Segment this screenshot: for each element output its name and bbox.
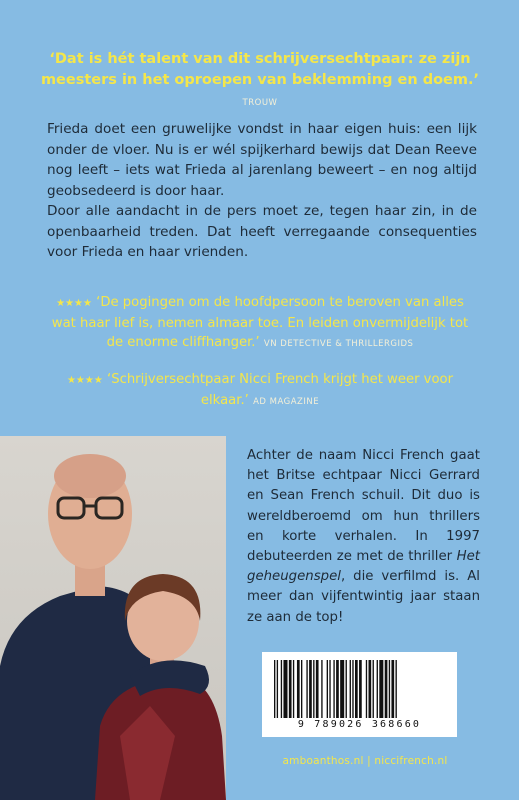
- synopsis: [47, 119, 477, 263]
- synopsis-paragraph-1: Frieda doet een gruwelijke vondst in haar eigen huis: een lijk onder de vloer. Nu is er wél spijkerhard bewijs dat Dean Reeve nog leeft – iets wat Frieda al jarenlang beweert – en nog altijd geobsedeerd is door haar.: [47, 121, 477, 199]
- rating-stars-icon: ★★★★: [66, 375, 103, 386]
- review-1-source: VN DETECTIVE & THRILLERGIDS: [263, 339, 414, 349]
- bio-text-end: , die verfilmd is. Al meer dan vijfentwintig jaar staan ze aan de top!: [247, 569, 480, 625]
- review-2-text: ‘Schrijversechtpaar Nicci French krijgt het weer voor elkaar.’: [107, 372, 454, 408]
- synopsis-paragraph-2: Door alle aandacht in de pers moet ze, tegen haar zin, in de openbaarheid treden. Dat heeft verregaande consequenties voor Frieda en haar vrienden.: [47, 203, 477, 260]
- bio-text-start: Achter de naam Nicci French gaat het Britse echtpaar Nicci Gerrard en Sean French schuil. Dit duo is wereldberoemd om hun thrillers en korte verhalen. In 1997 debuteerden ze met de thriller: [247, 448, 480, 565]
- author-photo-illustration: [0, 436, 226, 800]
- author-bio: [247, 446, 480, 628]
- top-quote-text: ‘Dat is hét talent van dit schrijversechtpaar: ze zijn meesters in het oproepen van beklemming en doem.’: [40, 51, 480, 88]
- review-quote-1: [50, 293, 470, 355]
- website-links: amboanthos.nl | niccifrench.nl: [282, 755, 448, 767]
- barcode: [262, 652, 457, 737]
- rating-stars-icon: ★★★★: [56, 298, 92, 309]
- author-photo: [0, 436, 226, 800]
- barcode-icon: [274, 660, 445, 718]
- top-quote: [40, 49, 480, 114]
- isbn-number: 9 789026 368660: [297, 719, 422, 730]
- review-2-source: AD MAGAZINE: [253, 396, 320, 407]
- top-quote-source: TROUW: [242, 98, 278, 108]
- bio-book-title: Het geheugenspel: [247, 549, 480, 585]
- review-1-text: ‘De pogingen om de hoofdpersoon te beroven van alles wat haar lief is, nemen almaar toe. En leiden onvermijdelijk tot de enorme cliffhanger.’: [51, 295, 469, 350]
- review-quote-2: [50, 370, 470, 412]
